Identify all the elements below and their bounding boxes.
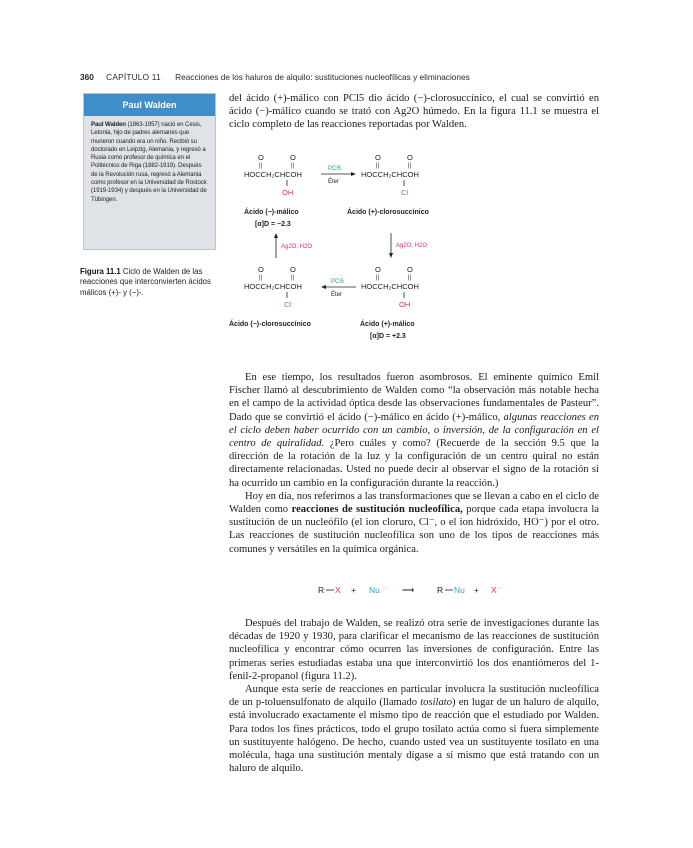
sidebar-bio [84, 116, 215, 204]
paragraph-5-part-a: Aunque esta serie de reacciones en particular involucra la sustitución nucleofílica de un p-toluensulfonato de alquilo (llamado [229, 684, 599, 709]
arrow-ag2o-left [274, 233, 312, 258]
svg-text:O: O [375, 153, 381, 162]
walden-cycle-figure [229, 150, 479, 350]
reagent-ether-top: Éter [328, 179, 340, 185]
molecule-bottom-left [244, 265, 302, 309]
figure-caption-text: Ciclo de Walden de las reacciones que interconvierten ácidos málicos (+)- y (−)-. [80, 267, 211, 297]
svg-text:O: O [407, 265, 413, 274]
molecule-bottom-right [361, 265, 419, 309]
svg-text:O: O [290, 153, 296, 162]
oh-label-bottom-right: OH [399, 300, 411, 309]
reagent-ag2o-left: Ag2O, H2O [281, 244, 313, 250]
paragraph-2 [229, 371, 599, 490]
cl-label-bottom-left: Cl [284, 300, 292, 309]
eq-nu-charge: :⁻ [383, 587, 388, 593]
body-text-block [229, 371, 599, 556]
paragraph-intro [229, 92, 599, 132]
eq-plus-right: + [474, 585, 479, 595]
paragraph-5 [229, 683, 599, 775]
equation-graphic [229, 583, 599, 597]
reagent-ether-bottom: Éter [331, 292, 343, 298]
molecule-top-right [361, 153, 419, 197]
svg-text:||: || [408, 275, 412, 281]
svg-text:||: || [259, 275, 263, 281]
paragraph-1: del ácido (+)-málico con PCl5 dio ácido (−)-clorosuccínico, el cual se convirtió en ácido (−)-málico cuando se trató con Ag2O húmedo. En la figura 11.1 se muestra el ciclo completo de las reacciones reportadas por Walden. [229, 93, 599, 131]
svg-text:||: || [408, 163, 412, 169]
eq-nu-right: Nu [454, 585, 465, 595]
cl-label-top-right: Cl [401, 188, 409, 197]
rotation-top-left: [α]D = −2.3 [255, 221, 291, 228]
bio-body: (1863-1957) nació en Cesis, Letonia, hijo de padres alemanes que murieron cuando era un niño. Recibió su doctorado en Leipzig, Alemania, y regresó a Rusia como profesor de química en el Politécnico de Riga (1882-1919). Después de la Revolución rusa, regresó a Alemania como profesor en la Universidad de Rostock (1919-1934) y después en la Universidad de Tübingen. [91, 121, 207, 203]
chapter-title: Reacciones de los haluros de alquilo: sustituciones nucleofílicas y eliminaciones [175, 72, 470, 82]
reagent-pcl5-bottom: PCl5 [331, 279, 345, 285]
name-bottom-left: Ácido (−)-clorosuccínico [229, 321, 311, 328]
running-header [80, 72, 470, 82]
arrow-pcl5-bottom [321, 279, 356, 298]
paragraph-4: Después del trabajo de Walden, se realizó otra serie de investigaciones durante las décadas de 1920 y 1930, para clarificar el mecanismo de las reacciones de sustitución nucleofílica y encontrar cómo ocurren las inversiones de configuración. Entre las primeras series estudiadas estaba una que interconvirtió los dos enantiómeros del 1-fenil-2-propanol (figura 11.2). [229, 618, 599, 682]
eq-x-right: X [491, 585, 497, 595]
svg-text:||: || [376, 163, 380, 169]
paragraph-2-part-a: En ese tiempo, los resultados fueron asombrosos. El eminente químico Emil Fischer llamó al descubrimiento de Walden como “la observación más notable hecha en el campo de la actividad óptica desde las observaciones fundamentales de Pasteur”. Dado que se convirtió el ácido (−)-málico en ácido (+)-málico, [229, 372, 599, 423]
figure-caption [80, 267, 212, 298]
figure-label: Figura 11.1 [80, 267, 121, 276]
reagent-ag2o-right: Ag2O, H2O [396, 243, 428, 249]
svg-text:O: O [407, 153, 413, 162]
svg-text:O: O [290, 265, 296, 274]
paragraph-3 [229, 490, 599, 556]
chapter-label: CAPÍTULO 11 [106, 72, 161, 82]
eq-x-charge: :⁻ [497, 587, 502, 593]
body-text-block-2 [229, 617, 599, 775]
paragraph-3-part-c: porque cada etapa involucra la sustitución de un nucleófilo (el ion cloruro, Cl⁻, o el ion hidróxido, HO⁻) por el otro. Las reacciones de sustitución nucleofílica son uno de los tipos de reacciones más comunes y versátiles en la química orgánica. [229, 504, 599, 555]
svg-text:HOCCH₂CHCOH: HOCCH₂CHCOH [244, 282, 302, 291]
sidebar-title: Paul Walden [84, 94, 215, 116]
svg-text:||: || [376, 275, 380, 281]
paragraph-5-part-c: ) en lugar de un haluro de alquilo, está involucrado exactamente el mismo tipo de reacción que el estudiado por Walden. Para todos los fines prácticos, todo el grupo tosilato actúa como si fuera simplemente un sustituyente halógeno. De hecho, cuando usted vea un sustituyente tosilato en una molécula, haga una sustitución mentaly dígase a sí mismo que está tratando con un haluro de alquilo. [229, 697, 600, 775]
molecule-top-left [244, 153, 302, 197]
paragraph-2-part-c: ¿Pero cuáles y como? (Recuerde de la sección 9.5 que la dirección de la rotación de la luz y la configuración de un centro quiral no están directamente relacionadas. Usted no puede decir al observar el signo de la rotación si ha ocurrido un cambio en la configuración durante la reacción.) [229, 438, 599, 489]
biography-sidebar [83, 93, 216, 250]
svg-text:||: || [291, 275, 295, 281]
svg-text:O: O [258, 265, 264, 274]
reagent-pcl5-top: PCl5 [328, 166, 342, 172]
bio-name: Paul Walden [91, 121, 126, 128]
oh-label-top-left: OH [282, 188, 294, 197]
eq-nu-left: Nu [369, 585, 380, 595]
substitution-equation [229, 583, 599, 602]
arrow-ag2o-right [389, 233, 427, 258]
svg-text:HOCCH₂CHCOH: HOCCH₂CHCOH [361, 282, 419, 291]
svg-text:||: || [291, 163, 295, 169]
svg-text:O: O [258, 153, 264, 162]
svg-text:HOCCH₂CHCOH: HOCCH₂CHCOH [244, 170, 302, 179]
paragraph-3-bold: reacciones de sustitución nucleofílica, [291, 504, 463, 516]
paragraph-3-part-a: Hoy en día, nos referimos a las transformaciones que se llevan a cabo en el ciclo de Walden como [229, 490, 599, 516]
svg-text:||: || [259, 163, 263, 169]
page-number: 360 [80, 72, 94, 82]
name-top-right: Ácido (+)-clorosuccínico [347, 209, 429, 216]
eq-arrow: ⟶ [402, 585, 415, 595]
name-bottom-right: Ácido (+)-málico [360, 321, 415, 328]
arrow-pcl5-top [321, 166, 356, 185]
paragraph-5-italic: tosilato [420, 697, 453, 709]
eq-plus-left: + [351, 585, 356, 595]
eq-r-left: R [318, 585, 325, 595]
paragraph-2-italic: algunas reacciones en el ciclo deben haber ocurrido con un cambio, o inversión, de la configuración en el centro de quiralidad. [229, 411, 599, 450]
name-top-left: Ácido (−)-málico [244, 209, 299, 216]
eq-r-right: R [437, 585, 444, 595]
svg-text:O: O [375, 265, 381, 274]
walden-cycle-diagram [229, 150, 479, 345]
eq-x-left: X [335, 585, 341, 595]
svg-text:HOCCH₂CHCOH: HOCCH₂CHCOH [361, 170, 419, 179]
rotation-bottom-right: [α]D = +2.3 [370, 333, 406, 340]
